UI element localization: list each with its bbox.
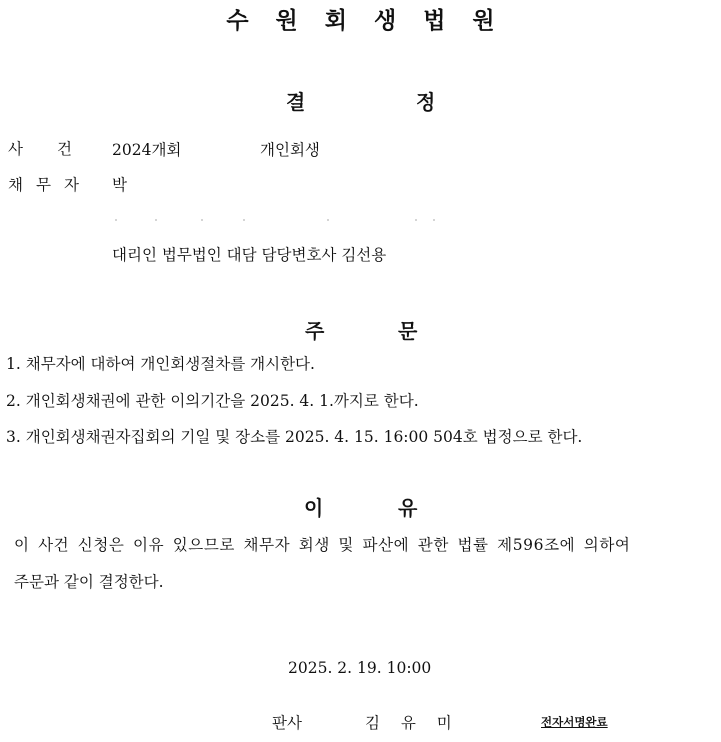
doc-title-right: 정 <box>416 90 436 114</box>
judge-title: 판사 <box>272 714 302 732</box>
order-heading-left: 주 <box>305 319 325 343</box>
redaction-marks <box>115 219 445 223</box>
decision-date: 2025. 2. 19. 10:00 <box>288 659 432 677</box>
reason-heading-right: 유 <box>398 496 418 520</box>
case-number: 2024개회 <box>112 141 182 159</box>
order-item: 3. 개인회생채권자집회의 기일 및 장소를 2025. 4. 15. 16:00 504호 법정으로 한다. <box>6 428 583 446</box>
court-name: 수원회생법원 <box>226 8 522 34</box>
judge-name: 김 유 미 <box>365 714 460 732</box>
order-item: 2. 개인회생채권에 관한 이의기간을 2025. 4. 1.까지로 한다. <box>6 392 419 410</box>
doc-title-left: 결 <box>286 90 306 114</box>
case-type: 개인회생 <box>260 141 320 159</box>
debtor-name: 박 <box>112 176 127 194</box>
reason-text-line-1: 이 사건 신청은 이유 있으므로 채무자 회생 및 파산에 관한 법률 제596조에 의하여 <box>14 536 631 554</box>
electronic-signature-status: 전자서명완료 <box>541 715 608 729</box>
order-heading-right: 문 <box>398 319 418 343</box>
reason-heading-left: 이 <box>304 496 324 520</box>
debtor-label: 채무자 <box>8 176 92 194</box>
case-label: 사건 <box>8 140 106 158</box>
agent-line: 대리인 법무법인 대담 담당변호사 김선용 <box>112 246 387 264</box>
reason-text-line-2: 주문과 같이 결정한다. <box>14 573 164 591</box>
order-item: 1. 채무자에 대하여 개인회생절차를 개시한다. <box>6 355 315 373</box>
